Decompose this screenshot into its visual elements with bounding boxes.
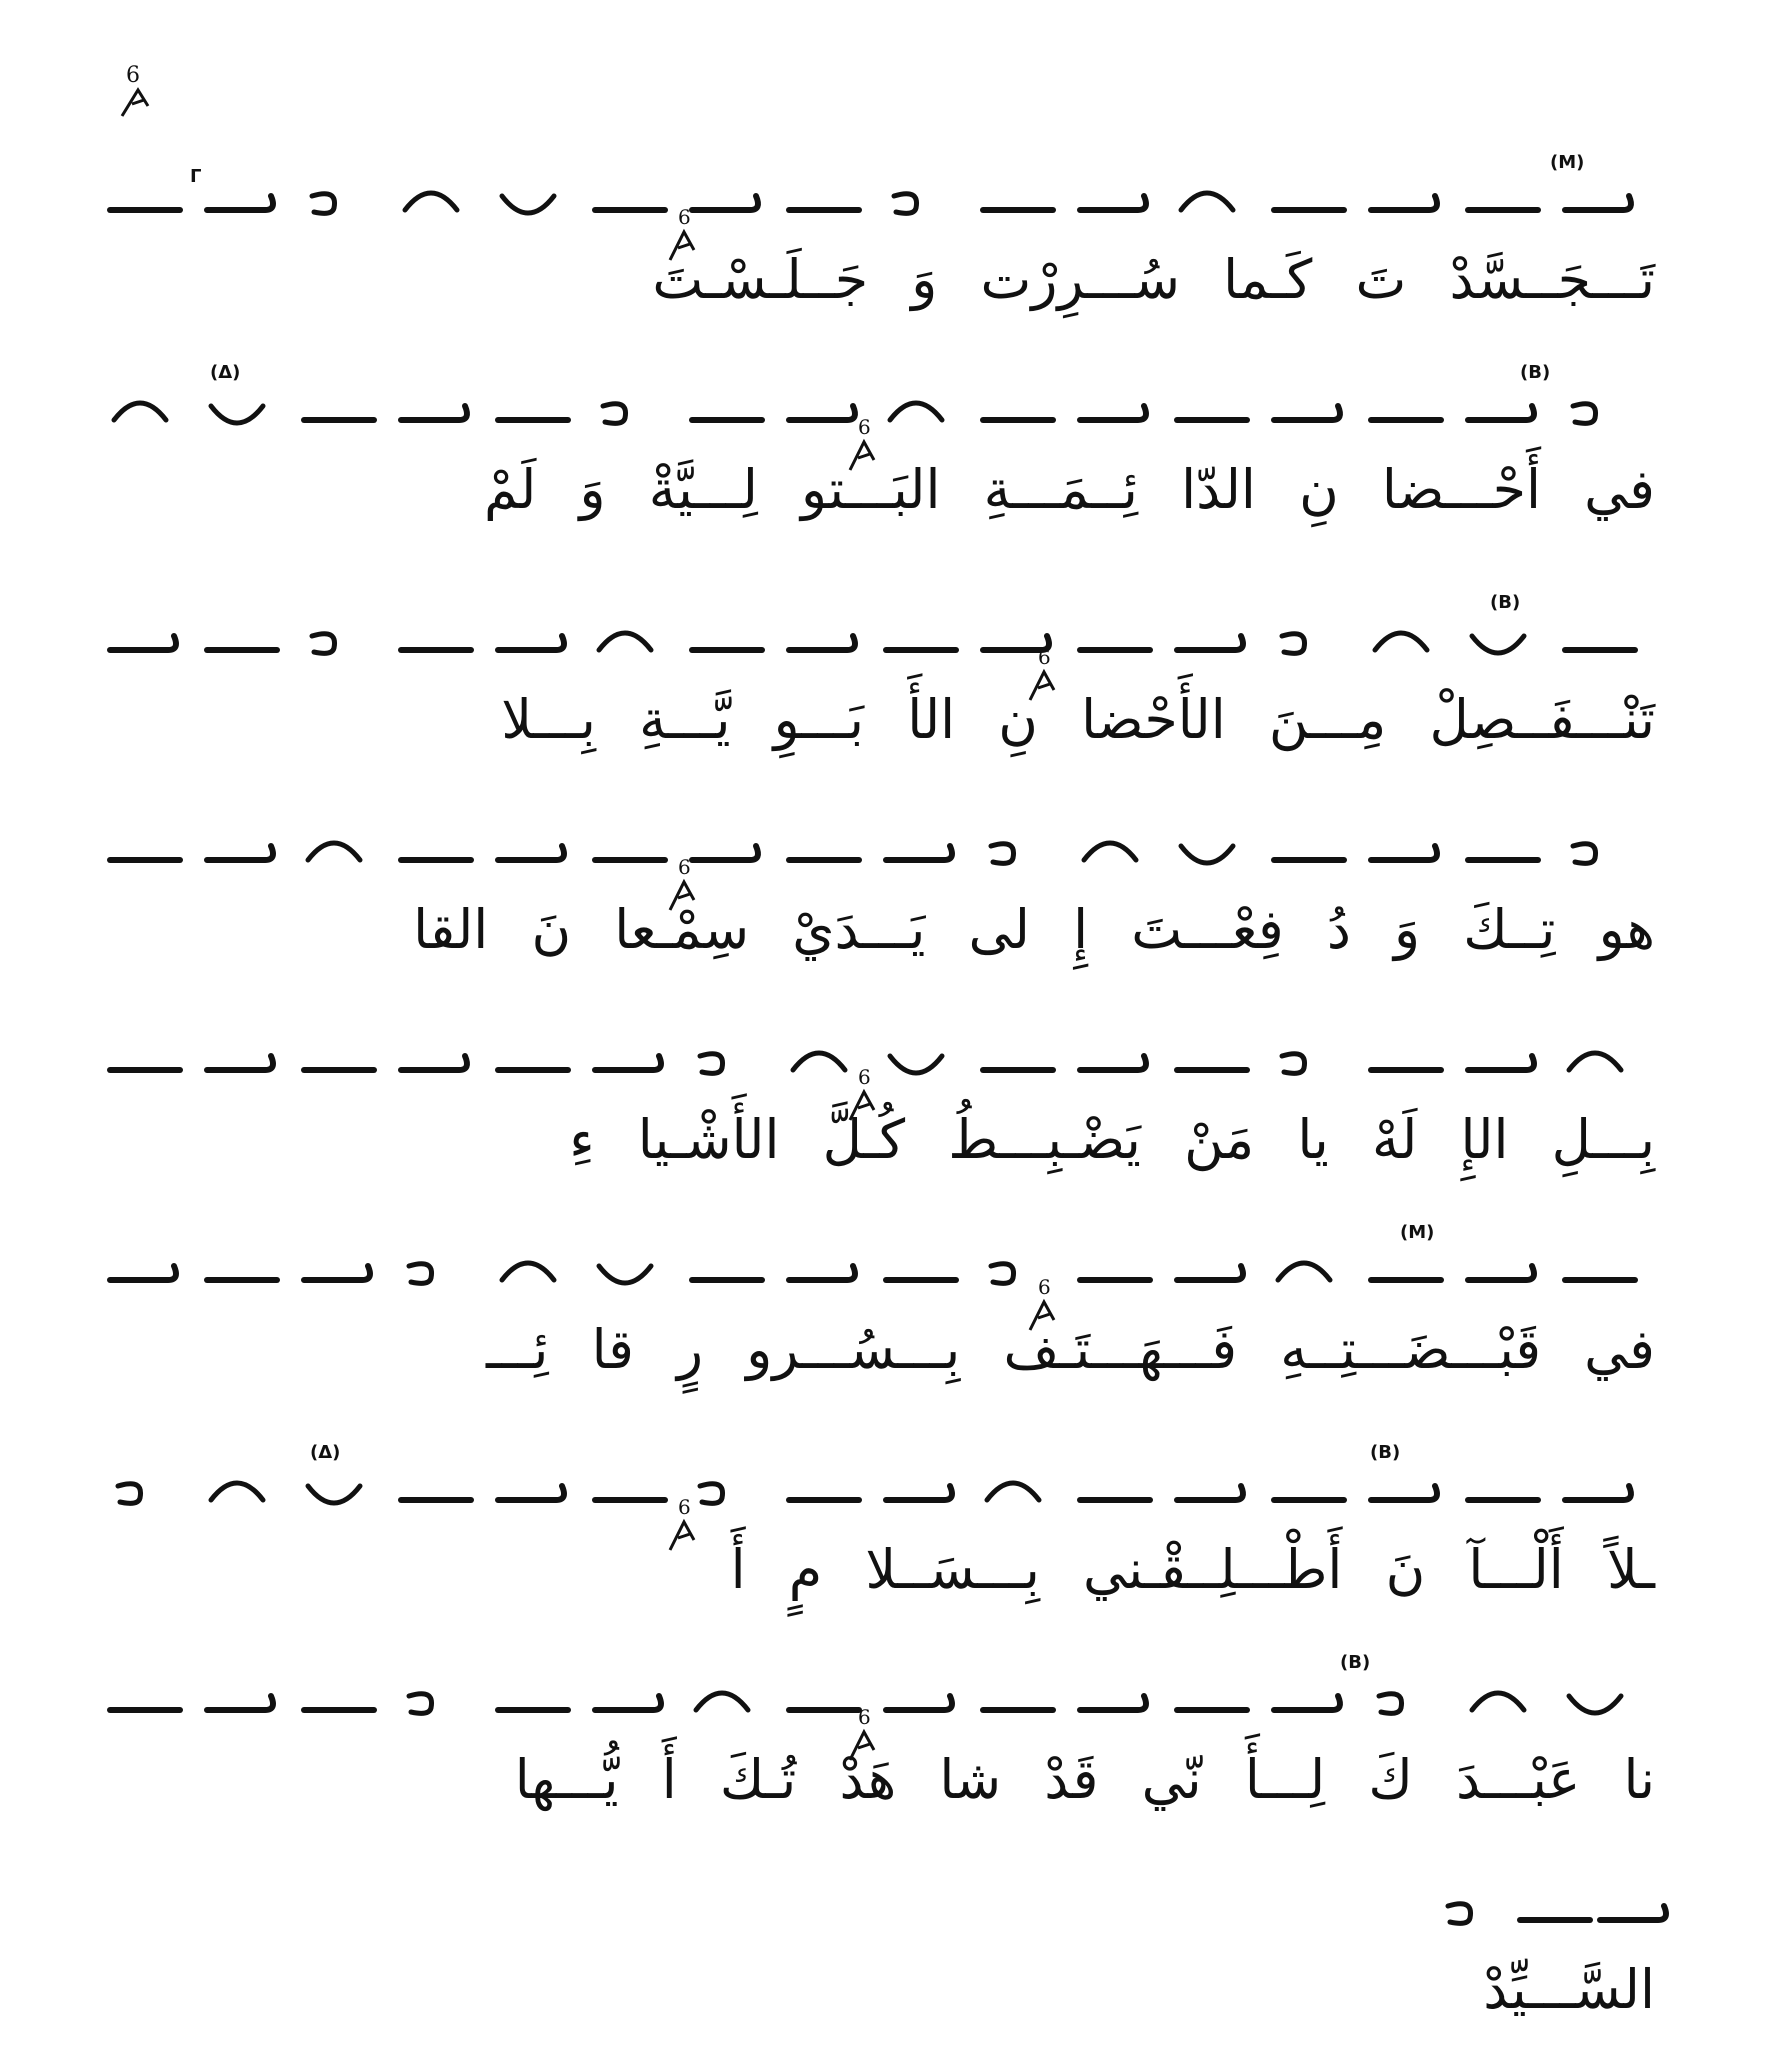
neume-curl xyxy=(118,1484,141,1504)
neume-hook xyxy=(1565,1486,1631,1500)
neume-arc xyxy=(793,1053,845,1070)
neume-line xyxy=(110,1010,1680,1120)
neume-hook xyxy=(1600,1906,1666,1920)
neume-hook xyxy=(789,636,855,650)
neume-arc xyxy=(1084,843,1136,860)
neume-hook xyxy=(207,1696,273,1710)
svg-text:6: 6 xyxy=(678,1495,691,1519)
neume-hook xyxy=(886,846,952,860)
neume-hook xyxy=(886,1486,952,1500)
neume-cup xyxy=(211,406,263,423)
neume-hook xyxy=(1468,1266,1534,1280)
neume-hook xyxy=(498,1486,564,1500)
neume-cup xyxy=(1181,846,1233,863)
svg-text:6: 6 xyxy=(1038,645,1051,669)
neume-line xyxy=(110,1860,1680,1970)
neume-arc xyxy=(308,843,360,860)
lyric-line: في أَحْـــضا نِ الدّا ئِــمَـــةِ البَـــتو لِـــيَّةْ وَ لَمْ xyxy=(483,458,1655,521)
neume-hook xyxy=(595,1056,661,1070)
neume-hook xyxy=(692,846,758,860)
neume-hook xyxy=(207,196,273,210)
svg-text:6: 6 xyxy=(1038,1275,1051,1299)
svg-text:6: 6 xyxy=(126,63,140,88)
neume-cup xyxy=(890,1056,942,1073)
neume-hook xyxy=(1177,1486,1243,1500)
neume-arc xyxy=(1472,1693,1524,1710)
neume-row xyxy=(110,150,1680,260)
neume-arc xyxy=(696,1693,748,1710)
neume-row xyxy=(110,1220,1680,1330)
neume-curl xyxy=(1448,1904,1471,1924)
neume-cup xyxy=(599,1266,651,1283)
neume-sign-label: (Β) xyxy=(1490,592,1521,613)
neume-hook xyxy=(789,1266,855,1280)
neume-curl xyxy=(312,634,335,654)
neume-row xyxy=(110,1650,1680,1760)
neume-curl xyxy=(894,194,917,214)
neume-curl xyxy=(1282,634,1305,654)
neume-line xyxy=(110,150,1680,260)
neume-hook xyxy=(304,1266,370,1280)
neume-row xyxy=(110,1860,1680,1970)
neume-sign-label: (Μ) xyxy=(1550,152,1585,173)
neume-row xyxy=(110,590,1680,700)
svg-text:6: 6 xyxy=(678,855,691,879)
neume-hook xyxy=(110,1266,176,1280)
neume-curl xyxy=(409,1264,432,1284)
neume-curl xyxy=(409,1694,432,1714)
neume-hook xyxy=(1371,196,1437,210)
neume-cup xyxy=(1472,636,1524,653)
neume-hook xyxy=(789,406,855,420)
lyric-line: ـلاً أَلْـــآ نَ أَطْـــلِــقْـني بِـــسَــلا مٍ أَ xyxy=(730,1538,1655,1601)
neume-row xyxy=(110,360,1680,470)
svg-text:6: 6 xyxy=(858,415,871,439)
neume-hook xyxy=(498,846,564,860)
neume-hook xyxy=(207,846,273,860)
neume-sign-label: (Β) xyxy=(1520,362,1551,383)
neume-hook xyxy=(1080,1056,1146,1070)
neume-hook xyxy=(1080,196,1146,210)
neume-curl xyxy=(312,194,335,214)
neume-line xyxy=(110,1650,1680,1760)
neume-hook xyxy=(1274,406,1340,420)
neume-arc xyxy=(502,1263,554,1280)
lyric-line: تَنْـــفَــصِلْ مِـــنَ الأَحْضا نِ الأَ بَـــوِ يَّـــةِ بِـــلا xyxy=(501,688,1655,751)
neume-line xyxy=(110,590,1680,700)
neume-curl xyxy=(1282,1054,1305,1074)
neume-sign-label: (Δ) xyxy=(310,1442,341,1463)
neume-line xyxy=(110,360,1680,470)
neume-hook xyxy=(1177,636,1243,650)
neume-arc xyxy=(1569,1053,1621,1070)
neume-hook xyxy=(1371,1486,1437,1500)
neume-arc xyxy=(1375,633,1427,650)
neume-cup xyxy=(502,196,554,213)
neume-sign-label: (Β) xyxy=(1340,1652,1371,1673)
lyric-line: بِـــلِ الإِ لَهْ يا مَنْ يَضْـبِـــطُ كُـلَّ الأَشْـيا ءِ xyxy=(569,1108,1655,1171)
neume-hook xyxy=(207,1056,273,1070)
neume-arc xyxy=(987,1483,1039,1500)
svg-text:6: 6 xyxy=(678,205,691,229)
neume-hook xyxy=(1080,1696,1146,1710)
neume-sign-label: Γ xyxy=(190,166,202,187)
neume-hook xyxy=(110,636,176,650)
neume-curl xyxy=(1379,1694,1402,1714)
neume-row xyxy=(110,1010,1680,1120)
score-staff xyxy=(110,0,1680,2071)
neume-hook xyxy=(1371,846,1437,860)
neume-curl xyxy=(700,1484,723,1504)
neume-row xyxy=(110,800,1680,910)
neume-curl xyxy=(1573,844,1596,864)
neume-arc xyxy=(1181,193,1233,210)
neume-cup xyxy=(308,1486,360,1503)
neume-arc xyxy=(599,633,651,650)
neume-hook xyxy=(498,636,564,650)
neume-sign-label: (Μ) xyxy=(1400,1222,1435,1243)
lyric-line: السَّـــيِّدْ xyxy=(1483,1958,1655,2021)
neume-hook xyxy=(1080,406,1146,420)
neume-curl xyxy=(1573,404,1596,424)
neume-arc xyxy=(211,1483,263,1500)
lyric-line: في قَبْـــضَـــتِــهِ فَـــهَـــتَـف بِـــسُـــرو رٍ قا ئِـــ xyxy=(485,1318,1655,1381)
neume-arc xyxy=(1278,1263,1330,1280)
neume-curl xyxy=(603,404,626,424)
neume-hook xyxy=(1468,406,1534,420)
neume-hook xyxy=(692,196,758,210)
svg-text:6: 6 xyxy=(858,1705,871,1729)
neume-hook xyxy=(401,1056,467,1070)
neume-hook xyxy=(595,1696,661,1710)
lyric-line: نا عَبْـــدَ كَ لِـــأَ نّي قَدْ شا هَدْ تُـكَ أَ يُّـــها xyxy=(514,1748,1655,1811)
neume-curl xyxy=(991,844,1014,864)
neume-hook xyxy=(1565,196,1631,210)
lyric-line: تَـــجَــسَّدْ تَ كَـما سُـــرِرْت وَ جَــلَـسْـتَ xyxy=(652,248,1655,311)
neume-curl xyxy=(700,1054,723,1074)
neume-hook xyxy=(1177,1266,1243,1280)
neume-hook xyxy=(886,1696,952,1710)
svg-text:6: 6 xyxy=(858,1065,871,1089)
neume-line xyxy=(110,1440,1680,1550)
neume-line xyxy=(110,800,1680,910)
neume-hook xyxy=(1274,1696,1340,1710)
neume-row xyxy=(110,1440,1680,1550)
neume-hook xyxy=(401,406,467,420)
neume-arc xyxy=(890,403,942,420)
neume-sign-label: (Β) xyxy=(1370,1442,1401,1463)
neume-hook xyxy=(1468,1056,1534,1070)
lyric-line: هو تِــكَ وَ دُ فِعْـــتَ إِ لى يَـــدَيْ سِمْـعا نَ القا xyxy=(413,898,1655,961)
neume-curl xyxy=(991,1264,1014,1284)
neume-sign-label: (Δ) xyxy=(210,362,241,383)
neume-cup xyxy=(1569,1696,1621,1713)
neume-line xyxy=(110,1220,1680,1330)
neume-arc xyxy=(405,193,457,210)
neume-arc xyxy=(114,403,166,420)
